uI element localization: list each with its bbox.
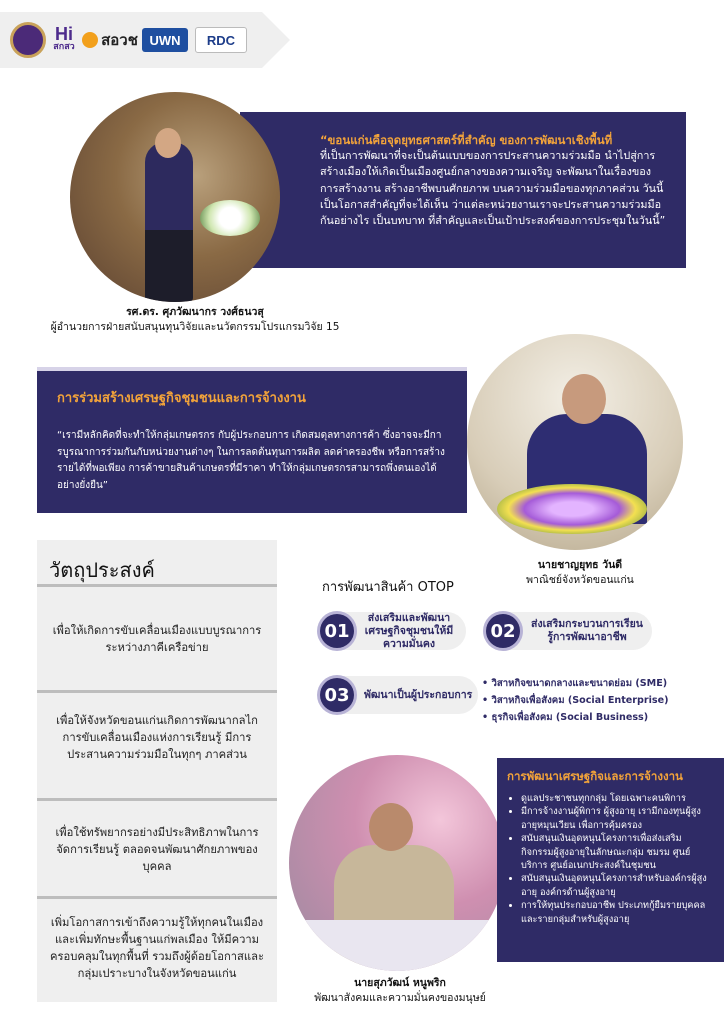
speaker-3-caption — [280, 976, 520, 1006]
community-economy-quote: “เรามีหลักคิดที่จะทำให้กลุ่มเกษตรกร กับผู้ประกอบการ เกิดสมดุลทางการค้า ซึ่งอาจจะมีการบูรณาการร่วมกันกับหน่วยงานต่างๆ ในการลดต้นทุนการผลิต ลดค่าครองชีพ หรือการสร้างรายได้ที่พอเพียง การค้าขายสินค้าเกษตรที่มีราคา ทำให้กลุ่มเกษตรกรสามารถพึ่งตนเองได้อย่างยั่งยืน” — [57, 430, 445, 491]
seal-logo-icon — [10, 22, 46, 58]
quote-1-lead: “ขอนแก่นคือจุดยุทธศาสตร์ที่สำคัญ ของการพัฒนาเชิงพื้นที่ — [320, 133, 613, 147]
list-item: • สนับสนุนเงินอุดหนุนโครงการเพื่อส่งเสริมกิจกรรมผู้สูงอายุในลักษณะกลุ่ม ชมรม ศูนย์บริการ ศูนย์อเนกประสงค์ในชุมชน — [521, 832, 710, 872]
list-item: • วิสาหกิจเพื่อสังคม (Social Enterprise) — [482, 692, 669, 709]
objectives-panel — [37, 540, 277, 1002]
speaker-1-title: ผู้อำนวยการฝ่ายสนับสนุนทุนวิจัยและนวัตกรรมโปรแกรมวิจัย 15 — [50, 321, 340, 333]
list-item: • วิสาหกิจขนาดกลางและขนาดย่อม (SME) — [482, 675, 669, 692]
speaker-3-title: พัฒนาสังคมและความมั่นคงของมนุษย์ — [314, 992, 486, 1004]
sorvor-logo-icon: สอวช — [80, 22, 140, 58]
divider — [37, 584, 277, 587]
speaker-2-caption — [490, 558, 670, 588]
speaker-1-photo — [70, 92, 280, 302]
objectives-heading: วัตถุประสงค์ — [49, 558, 155, 582]
list-item: • ดูแลประชาชนทุกกลุ่ม โดยเฉพาะคนพิการ — [521, 792, 710, 805]
uwn-logo-icon: UWN — [142, 28, 188, 52]
step-label: พัฒนาเป็นผู้ประกอบการ — [364, 688, 473, 701]
speaker-3-name: นายสุภวัฒน์ หนูพริก — [354, 977, 446, 989]
speaker-2-title: พาณิชย์จังหวัดขอนแก่น — [526, 574, 634, 586]
list-item: • การให้ทุนประกอบอาชีพ ประเภทกู้ยืมรายบุคคล และรายกลุ่มสำหรับผู้สูงอายุ — [521, 899, 710, 926]
objective-item: เพื่อให้จังหวัดขอนแก่นเกิดการพัฒนากลไกการขับเคลื่อนเมืองแห่งการเรียนรู้ มีการประสานความร่วมมือในทุกๆ ภาคส่วน — [56, 714, 258, 761]
step-label: ส่งเสริมและพัฒนาเศรษฐกิจชุมชนให้มีความมั่นคง — [364, 611, 454, 650]
speaker-1-caption — [40, 305, 350, 335]
list-item: • ธุรกิจเพื่อสังคม (Social Business) — [482, 709, 669, 726]
divider — [37, 798, 277, 801]
otop-step-1 — [318, 612, 466, 650]
objective-item: เพื่อใช้ทรัพยากรอย่างมีประสิทธิภาพในการจัดการเรียนรู้ ตลอดจนพัฒนาศักยภาพของบุคคล — [55, 826, 259, 873]
community-economy-heading: การร่วมสร้างเศรษฐกิจชุมชนและการจ้างงาน — [57, 391, 306, 406]
quote-1-body: ที่เป็นการพัฒนาที่จะเป็นต้นแบบของการประสานความร่วมมือ นำไปสู่การสร้างเมืองให้เกิดเป็นเมืองศูนย์กลางของความเจริญ จะพัฒนาในเรื่องของการสร้างงาน สร้างอาชีพบนศักยภาพ บนความร่วมมือของทุกภาคส่วน วันนี้เป็นโอกาสสำคัญที่จะได้เห็น ว่าแต่ละหน่วยงานเราจะประสานความร่วมมือกันอย่างไร เป็นบทบาท ที่สำคัญและเป็นเป้าประสงค์ของการประชุมในวันนี้” — [320, 149, 666, 228]
economy-employment-heading: การพัฒนาเศรษฐกิจและการจ้างงาน — [507, 769, 683, 783]
community-economy-box — [37, 367, 467, 513]
economy-employment-box — [497, 758, 724, 962]
objective-item: เพื่อให้เกิดการขับเคลื่อนเมืองแบบบูรณาการ ระหว่างภาคีเครือข่าย — [52, 624, 262, 654]
list-item: • สนับสนุนเงินอุดหนุนโครงการสำหรับองค์กรผู้สูงอายุ องค์กรด้านผู้สูงอายุ — [521, 872, 710, 899]
speaker-1-name: รศ.ดร. ศุภวัฒนากร วงศ์ธนวสุ — [126, 306, 264, 318]
step-number: 02 — [486, 614, 520, 648]
step-number: 03 — [320, 678, 354, 712]
objective-item: เพิ่มโอกาสการเข้าถึงความรู้ให้ทุกคนในเมืองและเพิ่มทักษะพื้นฐานแก่พลเมือง ให้มีความครอบคลุมในทุกพื้นที่ รวมถึงผู้ด้อยโอกาสและกลุ่มเปราะบางในจังหวัดขอนแก่น — [50, 916, 264, 980]
divider — [37, 690, 277, 693]
step-number: 01 — [320, 614, 354, 648]
hi-logo-icon: Hi สกสว — [53, 24, 75, 51]
step-3-bullets — [482, 675, 669, 726]
otop-step-2 — [484, 612, 652, 650]
otop-title: การพัฒนาสินค้า OTOP — [322, 580, 454, 595]
speaker-3-photo — [289, 755, 505, 971]
step-label: ส่งเสริมกระบวนการเรียนรู้การพัฒนาอาชีพ — [531, 618, 643, 643]
speaker-2-photo — [467, 334, 683, 550]
quote-box-1 — [240, 112, 686, 268]
rdc-logo-icon: RDC — [195, 27, 247, 53]
speaker-2-name: นายชาญยุทธ วันดี — [537, 559, 623, 571]
otop-step-3 — [318, 676, 478, 714]
divider — [37, 896, 277, 899]
list-item: • มีการจ้างงานผู้พิการ ผู้สูงอายุ เรามีกองทุนผู้สูงอายุหมุนเวียน เพื่อการคุ้มครอง — [521, 805, 710, 832]
